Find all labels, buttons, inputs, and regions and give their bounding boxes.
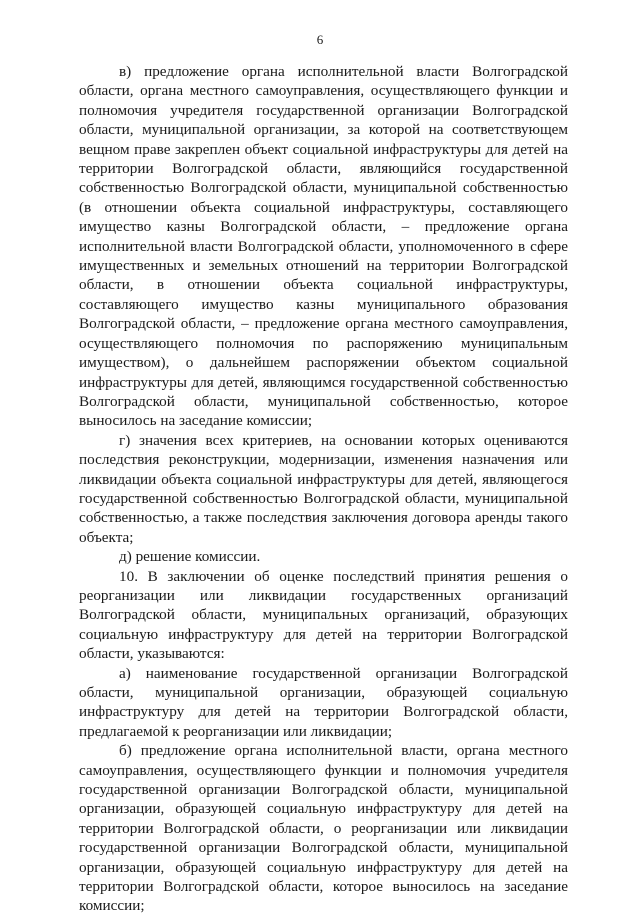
paragraph-item-b: б) предложение органа исполнительной власти, органа местного самоуправления, осуществляющего функции и полномочия учредителя государственной организации Волгоградской области, муниципальной организации, образующей социальную инфраструктуру для детей на территории Волгоградской области, о реорганизации или ликвидации государственной организации Волгоградской области, муниципальной организации, образующей социальную инфраструктуру для детей на территории Волгоградской области, которое выносилось на заседание комиссии; <box>79 742 568 915</box>
paragraph-item-v: в) предложение органа исполнительной власти Волгоградской области, органа местного самоуправления, осуществляющего функции и полномочия учредителя государственной организации Волгоградской области, муниципальной организации, за которой на соответствующем вещном праве закреплен объект социальной инфраструктуры для детей на территории Волгоградской области, являющийся государственной собственностью Волгоградской области, муниципальной собственностью (в отношении объекта социальной инфраструктуры, составляющего имущество казны Волгоградской области, – предложение органа исполнительной власти Волгоградской области, уполномоченного в сфере имущественных и земельных отношений на территории Волгоградской области, в отношении объекта социальной инфраструктуры, составляющего имущество казны муниципального образования Волгоградской области, – предложение органа местного самоуправления, осуществляющего полномочия по распоряжению муниципальным имуществом), о дальнейшем распоряжении объектом социальной инфраструктуры для детей, являющимся государственной собственностью Волгоградской области, муниципальной собственностью, которое выносилось на заседание комиссии; <box>79 63 568 430</box>
page-number: 6 <box>316 32 324 47</box>
paragraph-clause-10: 10. В заключении об оценке последствий принятия решения о реорганизации или ликвидации государственных организаций Волгоградской области, муниципальных организаций, образующих социальную инфраструктуру для детей на территории Волгоградской области, указываются: <box>79 567 568 663</box>
paragraph-item-a: а) наименование государственной организации Волгоградской области, муниципальной организации, образующей социальную инфраструктуру для детей на территории Волгоградской области, предлагаемой к реорганизации или ликвидации; <box>79 664 568 740</box>
document-body <box>79 62 568 916</box>
paragraph-item-g: г) значения всех критериев, на основании которых оцениваются последствия реконструкции, модернизации, изменения назначения или ликвидации объекта социальной инфраструктуры для детей, являющегося государственной собственностью Волгоградской области, муниципальной собственностью, а также последствия заключения договора аренды такого объекта; <box>79 431 568 546</box>
paragraph-item-d: д) решение комиссии. <box>119 548 261 566</box>
